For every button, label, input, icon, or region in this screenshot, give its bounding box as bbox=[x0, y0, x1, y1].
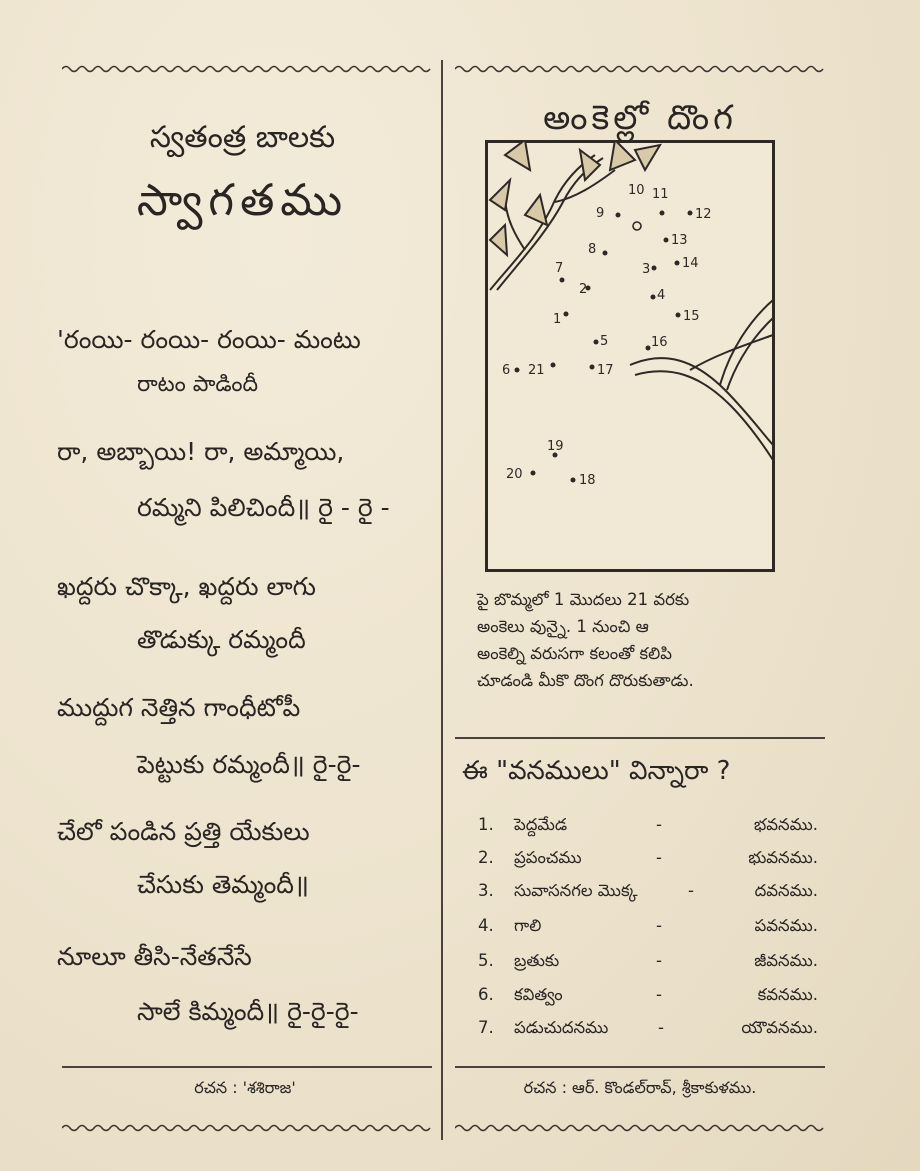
puzzle-desc-line: అంకెల్ని వరుసగా కలంతో కలిపి bbox=[477, 644, 672, 663]
dot-label: 11 bbox=[652, 187, 669, 202]
dot bbox=[603, 251, 608, 256]
poem-line: రమ్మని పిలిచిందీ॥ రై - రై - bbox=[137, 493, 390, 522]
item-answer: కవనము. bbox=[757, 985, 818, 1004]
item-answer: పవనము. bbox=[754, 916, 818, 935]
poem-line: ముద్దుగ నెత్తిన గాంధీటోపీ bbox=[57, 693, 301, 722]
dot-label: 2 bbox=[579, 282, 588, 297]
dot bbox=[664, 238, 669, 243]
dot bbox=[564, 312, 569, 317]
top-right-wavy-border bbox=[455, 63, 825, 75]
poem-line: చేలో పండిన ప్రత్తి యేకులు bbox=[57, 817, 310, 846]
dot bbox=[560, 278, 565, 283]
dot bbox=[616, 213, 621, 218]
item-answer: భవనము. bbox=[753, 815, 818, 834]
item-dash: - bbox=[656, 848, 662, 867]
poem-line: రాటం పాడిందీ bbox=[137, 372, 259, 397]
dot bbox=[515, 368, 520, 373]
item-answer: జీవనము. bbox=[754, 951, 818, 970]
dot-label: 8 bbox=[588, 242, 597, 257]
list-item bbox=[478, 881, 818, 909]
dot bbox=[675, 261, 680, 266]
puzzle-desc-line: చూడండి మీకొ దొంగ దొరుకుతాడు. bbox=[477, 671, 694, 690]
item-word: బ్రతుకు bbox=[514, 951, 560, 970]
item-answer: దవనము. bbox=[754, 881, 818, 900]
bottom-left-wavy-border bbox=[62, 1122, 432, 1134]
dot bbox=[676, 313, 681, 318]
dot-label: 19 bbox=[547, 439, 564, 454]
dot bbox=[531, 471, 536, 476]
poem-line: ఖద్దరు చొక్కా, ఖద్దరు లాగు bbox=[57, 572, 316, 601]
right-credit: రచన : ఆర్. కొండల్‌రావ్, శ్రీకాకుళము. bbox=[523, 1078, 757, 1097]
item-dash: - bbox=[656, 951, 662, 970]
item-number: 3. bbox=[478, 881, 494, 900]
poem-line: రా, అబ్బాయి! రా, అమ్మాయి, bbox=[57, 437, 345, 466]
item-number: 7. bbox=[478, 1018, 494, 1037]
dot bbox=[551, 363, 556, 368]
item-number: 2. bbox=[478, 848, 494, 867]
item-number: 4. bbox=[478, 916, 494, 935]
dot bbox=[594, 340, 599, 345]
puzzle-desc-line: పై బొమ్మలో 1 మొదలు 21 వరకు bbox=[477, 590, 690, 609]
item-dash: - bbox=[656, 815, 662, 834]
right-section-rule bbox=[455, 737, 825, 739]
dot-label: 5 bbox=[600, 334, 609, 349]
dot-label: 1 bbox=[553, 312, 562, 327]
dot bbox=[688, 211, 693, 216]
list-item bbox=[478, 848, 818, 876]
dot-label: 13 bbox=[671, 233, 688, 248]
item-dash: - bbox=[688, 881, 694, 900]
left-column bbox=[55, 80, 430, 1070]
list-item bbox=[478, 1018, 818, 1046]
poem-line: సాలే కిమ్మందీ॥ రై-రై-రై- bbox=[137, 997, 359, 1026]
puzzle-desc-line: అంకెలు వున్నై. 1 నుంచి ఆ bbox=[477, 617, 649, 636]
list-item bbox=[478, 951, 818, 979]
item-word: ప్రపంచము bbox=[514, 848, 582, 867]
dot-label: 16 bbox=[651, 335, 668, 350]
dot-label: 14 bbox=[682, 256, 699, 271]
dot bbox=[652, 266, 657, 271]
dot-label: 6 bbox=[502, 363, 511, 378]
bottom-right-wavy-border bbox=[455, 1122, 825, 1134]
poem-line: 'రంయి- రంయి- రంయి- మంటు bbox=[57, 325, 361, 354]
item-number: 5. bbox=[478, 951, 494, 970]
item-number: 6. bbox=[478, 985, 494, 1004]
dot-label: 17 bbox=[597, 363, 614, 378]
puzzle-description bbox=[477, 586, 797, 694]
dot-to-dot-puzzle bbox=[485, 140, 775, 572]
item-answer: భువనము. bbox=[748, 848, 818, 867]
item-word: పడుచుదనము bbox=[514, 1018, 609, 1037]
item-word: కవిత్వం bbox=[514, 985, 563, 1004]
dot bbox=[651, 295, 656, 300]
dot-label: 15 bbox=[683, 309, 700, 324]
dot bbox=[590, 365, 595, 370]
item-dash: - bbox=[656, 985, 662, 1004]
top-left-wavy-border bbox=[62, 63, 432, 75]
dot-label: 3 bbox=[642, 262, 651, 277]
dot-label: 20 bbox=[506, 467, 523, 482]
poem-line: పెట్టుకు రమ్మందీ॥ రై-రై- bbox=[137, 750, 361, 779]
puzzle-title: అంకెల్లో దొంగ bbox=[543, 98, 737, 138]
right-footer-rule bbox=[455, 1066, 825, 1068]
dot-label: 21 bbox=[528, 363, 545, 378]
dot-label: 10 bbox=[628, 183, 645, 198]
left-credit: రచన : 'శశిరాజ' bbox=[194, 1078, 296, 1097]
item-dash: - bbox=[656, 916, 662, 935]
dot bbox=[571, 478, 576, 483]
item-word: గాలి bbox=[514, 916, 542, 935]
dot bbox=[660, 211, 665, 216]
dot-label: 9 bbox=[596, 206, 605, 221]
vanamulu-title: ఈ "వనములు" విన్నారా ? bbox=[462, 756, 731, 786]
item-dash: - bbox=[658, 1018, 664, 1037]
poem-title-line2: స్వాగతము bbox=[136, 175, 349, 226]
list-item bbox=[478, 985, 818, 1013]
poem-title-line1: స్వతంత్ర బాలకు bbox=[149, 120, 336, 155]
dot-label: 18 bbox=[579, 473, 596, 488]
list-item bbox=[478, 815, 818, 843]
item-answer: యౌవనము. bbox=[741, 1018, 818, 1037]
poem-line: నూలూ తీసి-నేతనేసే bbox=[57, 942, 252, 971]
item-word: సువాసనగల మొక్క bbox=[514, 881, 638, 900]
dot-label: 4 bbox=[657, 288, 666, 303]
list-item bbox=[478, 916, 818, 944]
item-number: 1. bbox=[478, 815, 494, 834]
dot bbox=[646, 346, 651, 351]
poem-line: తొడుక్కు రమ్మందీ bbox=[137, 625, 306, 654]
dot-label: 12 bbox=[695, 207, 712, 222]
dot-label: 7 bbox=[555, 261, 564, 276]
column-divider bbox=[441, 60, 443, 1140]
item-word: పెద్దమేడ bbox=[514, 815, 568, 834]
poem-line: చేసుకు తెమ్మందీ॥ bbox=[137, 870, 309, 899]
